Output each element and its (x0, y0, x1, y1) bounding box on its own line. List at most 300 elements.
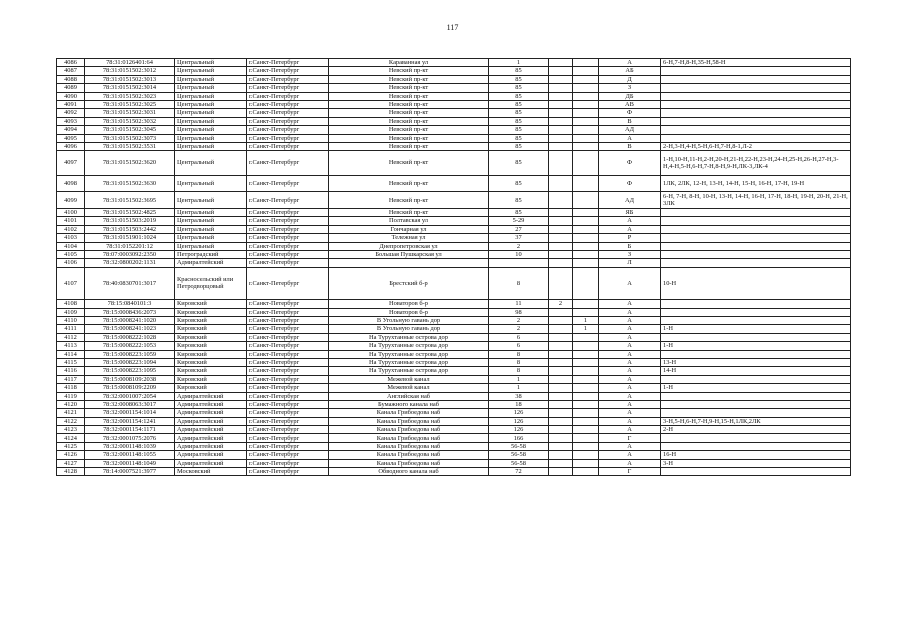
building-cell (573, 367, 599, 375)
corpus-cell (549, 126, 573, 134)
table-row (57, 333, 851, 341)
cadastral-number-cell: 78:31:0151502:3032 (85, 117, 175, 125)
house-number-cell (489, 259, 549, 267)
premises-cell (661, 225, 851, 233)
table-row (57, 259, 851, 267)
row-number-cell: 4110 (57, 317, 85, 325)
premises-cell: 3-Н (661, 459, 851, 467)
corpus-cell (549, 234, 573, 242)
row-number-cell: 4115 (57, 358, 85, 366)
district-cell: Центральный (175, 67, 247, 75)
premises-cell: 1ЛК, 2ЛК, 12-Н, 13-Н, 14-Н, 15-Н, 16-Н, 17-Н, 19-Н (661, 175, 851, 192)
street-cell: В Угольную гавань дор (329, 317, 489, 325)
house-number-cell: 98 (489, 308, 549, 316)
litera-cell: А (599, 225, 661, 233)
corpus-cell (549, 333, 573, 341)
cadastral-number-cell: 78:31:0151502:3023 (85, 92, 175, 100)
building-cell (573, 459, 599, 467)
building-cell (573, 192, 599, 209)
cadastral-number-cell: 78:32:0001148:1049 (85, 459, 175, 467)
litera-cell: А (599, 267, 661, 300)
row-number-cell: 4101 (57, 217, 85, 225)
building-cell (573, 117, 599, 125)
corpus-cell (549, 434, 573, 442)
street-cell: На Турухтанные острова дор (329, 342, 489, 350)
building-cell (573, 217, 599, 225)
row-number-cell: 4126 (57, 451, 85, 459)
litera-cell: А (599, 134, 661, 142)
litera-cell: А (599, 300, 661, 308)
city-cell: г.Санкт-Петербург (247, 175, 329, 192)
street-cell: Невский пр-кт (329, 109, 489, 117)
table-row (57, 100, 851, 108)
building-cell (573, 409, 599, 417)
table-row (57, 426, 851, 434)
district-cell: Кировский (175, 342, 247, 350)
district-cell: Адмиралтейский (175, 409, 247, 417)
cadastral-number-cell: 78:31:0151502:3014 (85, 84, 175, 92)
cadastral-number-cell: 78:32:0800202:1131 (85, 259, 175, 267)
table-row (57, 468, 851, 476)
table-row (57, 175, 851, 192)
city-cell: г.Санкт-Петербург (247, 426, 329, 434)
city-cell: г.Санкт-Петербург (247, 117, 329, 125)
building-cell (573, 126, 599, 134)
building-cell (573, 67, 599, 75)
row-number-cell: 4125 (57, 442, 85, 450)
building-cell (573, 300, 599, 308)
row-number-cell: 4107 (57, 267, 85, 300)
table-row (57, 225, 851, 233)
row-number-cell: 4118 (57, 384, 85, 392)
building-cell (573, 451, 599, 459)
house-number-cell: 10 (489, 250, 549, 258)
litera-cell: А (599, 59, 661, 67)
cadastral-number-cell: 78:15:0008436:2073 (85, 308, 175, 316)
street-cell: Невский пр-кт (329, 151, 489, 176)
table-row (57, 392, 851, 400)
building-cell (573, 400, 599, 408)
street-cell: Невский пр-кт (329, 134, 489, 142)
cadastral-number-cell: 78:32:0001148:1039 (85, 442, 175, 450)
cadastral-number-cell: 78:15:0008109:2209 (85, 384, 175, 392)
row-number-cell: 4111 (57, 325, 85, 333)
street-cell: Новаторов б-р (329, 308, 489, 316)
cadastral-number-cell: 78:31:0152201:12 (85, 242, 175, 250)
house-number-cell: 85 (489, 134, 549, 142)
house-number-cell: 85 (489, 192, 549, 209)
house-number-cell: 85 (489, 100, 549, 108)
corpus-cell (549, 367, 573, 375)
building-cell (573, 100, 599, 108)
street-cell: Невский пр-кт (329, 75, 489, 83)
cadastral-number-cell: 78:32:0001148:1055 (85, 451, 175, 459)
litera-cell: А (599, 358, 661, 366)
district-cell: Адмиралтейский (175, 451, 247, 459)
district-cell: Центральный (175, 242, 247, 250)
premises-cell: 2-Н,3-Н,4-Н,5-Н,6-Н,7-Н,8-1,Л-2 (661, 142, 851, 150)
corpus-cell (549, 442, 573, 450)
street-cell: В Угольную гавань дор (329, 325, 489, 333)
building-cell (573, 333, 599, 341)
street-cell: Невский пр-кт (329, 117, 489, 125)
litera-cell: Г (599, 434, 661, 442)
street-cell: Канала Грибоедова наб (329, 442, 489, 450)
city-cell: г.Санкт-Петербург (247, 84, 329, 92)
house-number-cell: 5-29 (489, 217, 549, 225)
litera-cell: А (599, 442, 661, 450)
row-number-cell: 4102 (57, 225, 85, 233)
city-cell: г.Санкт-Петербург (247, 358, 329, 366)
city-cell: г.Санкт-Петербург (247, 67, 329, 75)
premises-cell: 2-Н (661, 426, 851, 434)
district-cell: Адмиралтейский (175, 442, 247, 450)
corpus-cell (549, 400, 573, 408)
house-number-cell: 85 (489, 126, 549, 134)
house-number-cell: 6 (489, 342, 549, 350)
cadastral-number-cell: 78:15:0008222:1053 (85, 342, 175, 350)
district-cell: Центральный (175, 151, 247, 176)
city-cell: г.Санкт-Петербург (247, 400, 329, 408)
premises-cell (661, 333, 851, 341)
building-cell (573, 468, 599, 476)
district-cell: Центральный (175, 117, 247, 125)
table-row (57, 451, 851, 459)
litera-cell: А (599, 350, 661, 358)
table-row (57, 358, 851, 366)
corpus-cell (549, 217, 573, 225)
building-cell: 1 (573, 325, 599, 333)
row-number-cell: 4104 (57, 242, 85, 250)
row-number-cell: 4087 (57, 67, 85, 75)
city-cell: г.Санкт-Петербург (247, 225, 329, 233)
street-cell: Межевой канал (329, 375, 489, 383)
cadastral-number-cell: 78:31:0151502:4825 (85, 208, 175, 216)
litera-cell: А (599, 333, 661, 341)
cadastral-number-cell: 78:31:0126401:64 (85, 59, 175, 67)
premises-cell (661, 375, 851, 383)
city-cell: г.Санкт-Петербург (247, 409, 329, 417)
litera-cell: Д (599, 75, 661, 83)
house-number-cell: 166 (489, 434, 549, 442)
row-number-cell: 4096 (57, 142, 85, 150)
corpus-cell (549, 134, 573, 142)
table-row (57, 75, 851, 83)
street-cell: Канала Грибоедова наб (329, 434, 489, 442)
building-cell (573, 134, 599, 142)
table-body (57, 59, 851, 476)
corpus-cell (549, 342, 573, 350)
table-row (57, 208, 851, 216)
city-cell: г.Санкт-Петербург (247, 217, 329, 225)
row-number-cell: 4090 (57, 92, 85, 100)
cadastral-number-cell: 78:31:0151502:3630 (85, 175, 175, 192)
litera-cell: Ф (599, 151, 661, 176)
building-cell (573, 358, 599, 366)
district-cell: Центральный (175, 192, 247, 209)
table-row (57, 317, 851, 325)
cadastral-number-cell: 78:32:0001075:2076 (85, 434, 175, 442)
city-cell: г.Санкт-Петербург (247, 134, 329, 142)
row-number-cell: 4123 (57, 426, 85, 434)
building-cell (573, 417, 599, 425)
house-number-cell: 6 (489, 333, 549, 341)
district-cell: Кировский (175, 367, 247, 375)
litera-cell: АД (599, 126, 661, 134)
premises-cell (661, 67, 851, 75)
building-cell (573, 442, 599, 450)
building-cell (573, 242, 599, 250)
house-number-cell: 8 (489, 367, 549, 375)
litera-cell: А (599, 217, 661, 225)
corpus-cell (549, 92, 573, 100)
city-cell: г.Санкт-Петербург (247, 392, 329, 400)
house-number-cell: 126 (489, 417, 549, 425)
building-cell (573, 308, 599, 316)
city-cell: г.Санкт-Петербург (247, 59, 329, 67)
litera-cell: А (599, 417, 661, 425)
premises-cell (661, 259, 851, 267)
table-row (57, 300, 851, 308)
street-cell: Брестский б-р (329, 267, 489, 300)
building-cell (573, 225, 599, 233)
row-number-cell: 4120 (57, 400, 85, 408)
corpus-cell (549, 242, 573, 250)
district-cell: Центральный (175, 92, 247, 100)
table-row (57, 109, 851, 117)
premises-cell: 13-Н (661, 358, 851, 366)
building-cell (573, 92, 599, 100)
table-row (57, 217, 851, 225)
city-cell: г.Санкт-Петербург (247, 126, 329, 134)
cadastral-number-cell: 78:31:0151502:3013 (85, 75, 175, 83)
street-cell: Невский пр-кт (329, 208, 489, 216)
corpus-cell (549, 142, 573, 150)
cadastral-number-cell: 78:32:0008063:3017 (85, 400, 175, 408)
house-number-cell: 8 (489, 267, 549, 300)
city-cell: г.Санкт-Петербург (247, 384, 329, 392)
table-row (57, 117, 851, 125)
building-cell (573, 151, 599, 176)
building-cell (573, 109, 599, 117)
street-cell: Невский пр-кт (329, 192, 489, 209)
row-number-cell: 4119 (57, 392, 85, 400)
house-number-cell: 1 (489, 59, 549, 67)
street-cell: На Турухтанные острова дор (329, 350, 489, 358)
litera-cell: А (599, 375, 661, 383)
cadastral-number-cell: 78:31:0151502:3073 (85, 134, 175, 142)
corpus-cell (549, 250, 573, 258)
street-cell: Караванная ул (329, 59, 489, 67)
premises-cell (661, 75, 851, 83)
row-number-cell: 4092 (57, 109, 85, 117)
row-number-cell: 4108 (57, 300, 85, 308)
table-row (57, 67, 851, 75)
city-cell: г.Санкт-Петербург (247, 417, 329, 425)
litera-cell: А (599, 392, 661, 400)
building-cell (573, 59, 599, 67)
litera-cell: Г (599, 468, 661, 476)
cadastral-number-cell: 78:32:0001154:1241 (85, 417, 175, 425)
building-cell (573, 434, 599, 442)
street-cell: Новаторов б-р (329, 300, 489, 308)
premises-cell (661, 250, 851, 258)
litera-cell: З (599, 84, 661, 92)
district-cell: Адмиралтейский (175, 459, 247, 467)
table-row (57, 84, 851, 92)
building-cell (573, 75, 599, 83)
district-cell: Центральный (175, 84, 247, 92)
house-number-cell: 85 (489, 151, 549, 176)
cadastral-number-cell: 78:15:0008223:1095 (85, 367, 175, 375)
cadastral-number-cell: 78:40:0830701:3017 (85, 267, 175, 300)
table-row (57, 92, 851, 100)
cadastral-number-cell: 78:31:0151901:1024 (85, 234, 175, 242)
street-cell: Днепропетровская ул (329, 242, 489, 250)
house-number-cell: 2 (489, 325, 549, 333)
cadastral-number-cell: 78:31:0151502:3031 (85, 109, 175, 117)
table-row (57, 417, 851, 425)
premises-cell: 1-Н,10-Н,11-Н,2-Н,20-Н,21-Н,22-Н,23-Н,24-Н,25-Н,26-Н,27-Н,3-Н,4-Н,5-Н,6-Н,7-Н,8-Н,9-Н,ЛК-3,ЛК-4 (661, 151, 851, 176)
premises-cell (661, 234, 851, 242)
litera-cell: Р (599, 234, 661, 242)
premises-cell (661, 100, 851, 108)
city-cell: г.Санкт-Петербург (247, 308, 329, 316)
litera-cell: Ф (599, 175, 661, 192)
cadastral-number-cell: 78:32:0001007:2054 (85, 392, 175, 400)
building-cell (573, 392, 599, 400)
table-row (57, 142, 851, 150)
corpus-cell (549, 350, 573, 358)
city-cell: г.Санкт-Петербург (247, 267, 329, 300)
house-number-cell: 56-58 (489, 459, 549, 467)
litera-cell: В (599, 117, 661, 125)
street-cell: Канала Грибоедова наб (329, 426, 489, 434)
premises-cell (661, 217, 851, 225)
city-cell: г.Санкт-Петербург (247, 151, 329, 176)
district-cell: Петроградский (175, 250, 247, 258)
litera-cell: АВ (599, 100, 661, 108)
litera-cell: ЯБ (599, 208, 661, 216)
building-cell (573, 426, 599, 434)
row-number-cell: 4105 (57, 250, 85, 258)
street-cell: Обводного канала наб (329, 468, 489, 476)
corpus-cell (549, 308, 573, 316)
house-number-cell: 72 (489, 468, 549, 476)
district-cell: Кировский (175, 317, 247, 325)
row-number-cell: 4121 (57, 409, 85, 417)
corpus-cell (549, 75, 573, 83)
corpus-cell (549, 67, 573, 75)
premises-cell: 3-Н,5-Н,6-Н,7-Н,9-Н,15-Н,1ЛК,2ЛК (661, 417, 851, 425)
table-row (57, 192, 851, 209)
table-row (57, 267, 851, 300)
city-cell: г.Санкт-Петербург (247, 350, 329, 358)
building-cell (573, 142, 599, 150)
building-cell (573, 350, 599, 358)
street-cell: Бумажного канала наб (329, 400, 489, 408)
premises-cell: 10-Н (661, 267, 851, 300)
street-cell: Канала Грибоедова наб (329, 417, 489, 425)
house-number-cell: 11 (489, 300, 549, 308)
city-cell: г.Санкт-Петербург (247, 208, 329, 216)
table-row (57, 459, 851, 467)
row-number-cell: 4124 (57, 434, 85, 442)
cadastral-number-cell: 78:15:0008222:1028 (85, 333, 175, 341)
city-cell: г.Санкт-Петербург (247, 100, 329, 108)
litera-cell: А (599, 400, 661, 408)
house-number-cell: 56-58 (489, 451, 549, 459)
city-cell: г.Санкт-Петербург (247, 325, 329, 333)
city-cell: г.Санкт-Петербург (247, 451, 329, 459)
row-number-cell: 4103 (57, 234, 85, 242)
premises-cell (661, 109, 851, 117)
row-number-cell: 4091 (57, 100, 85, 108)
litera-cell: А (599, 308, 661, 316)
district-cell: Красносельский или Петродворцовый (175, 267, 247, 300)
premises-cell: 6-Н,7-Н,8-Н,35-Н,58-Н (661, 59, 851, 67)
district-cell: Адмиралтейский (175, 400, 247, 408)
corpus-cell: 2 (549, 300, 573, 308)
street-cell (329, 259, 489, 267)
building-cell (573, 259, 599, 267)
premises-cell: 1-Н (661, 325, 851, 333)
row-number-cell: 4086 (57, 59, 85, 67)
premises-cell (661, 242, 851, 250)
district-cell: Кировский (175, 375, 247, 383)
building-cell (573, 342, 599, 350)
building-cell (573, 267, 599, 300)
district-cell: Центральный (175, 234, 247, 242)
street-cell: Невский пр-кт (329, 175, 489, 192)
premises-cell (661, 308, 851, 316)
street-cell: Невский пр-кт (329, 67, 489, 75)
district-cell: Центральный (175, 75, 247, 83)
house-number-cell: 126 (489, 409, 549, 417)
cadastral-number-cell: 78:31:0151503:2019 (85, 217, 175, 225)
house-number-cell: 2 (489, 242, 549, 250)
table-row (57, 308, 851, 316)
city-cell: г.Санкт-Петербург (247, 459, 329, 467)
corpus-cell (549, 358, 573, 366)
house-number-cell: 85 (489, 67, 549, 75)
litera-cell: А (599, 367, 661, 375)
house-number-cell: 85 (489, 109, 549, 117)
corpus-cell (549, 325, 573, 333)
house-number-cell: 126 (489, 426, 549, 434)
table-row (57, 242, 851, 250)
row-number-cell: 4122 (57, 417, 85, 425)
house-number-cell: 38 (489, 392, 549, 400)
premises-cell (661, 117, 851, 125)
corpus-cell (549, 375, 573, 383)
premises-cell: 16-Н (661, 451, 851, 459)
cadastral-number-cell: 78:15:0008109:2038 (85, 375, 175, 383)
premises-cell (661, 468, 851, 476)
table-row (57, 126, 851, 134)
table-row (57, 375, 851, 383)
district-cell: Адмиралтейский (175, 417, 247, 425)
house-number-cell: 8 (489, 350, 549, 358)
city-cell: г.Санкт-Петербург (247, 259, 329, 267)
row-number-cell: 4114 (57, 350, 85, 358)
street-cell: На Турухтанные острова дор (329, 358, 489, 366)
row-number-cell: 4127 (57, 459, 85, 467)
table-row (57, 409, 851, 417)
house-number-cell: 2 (489, 317, 549, 325)
district-cell: Центральный (175, 217, 247, 225)
row-number-cell: 4094 (57, 126, 85, 134)
